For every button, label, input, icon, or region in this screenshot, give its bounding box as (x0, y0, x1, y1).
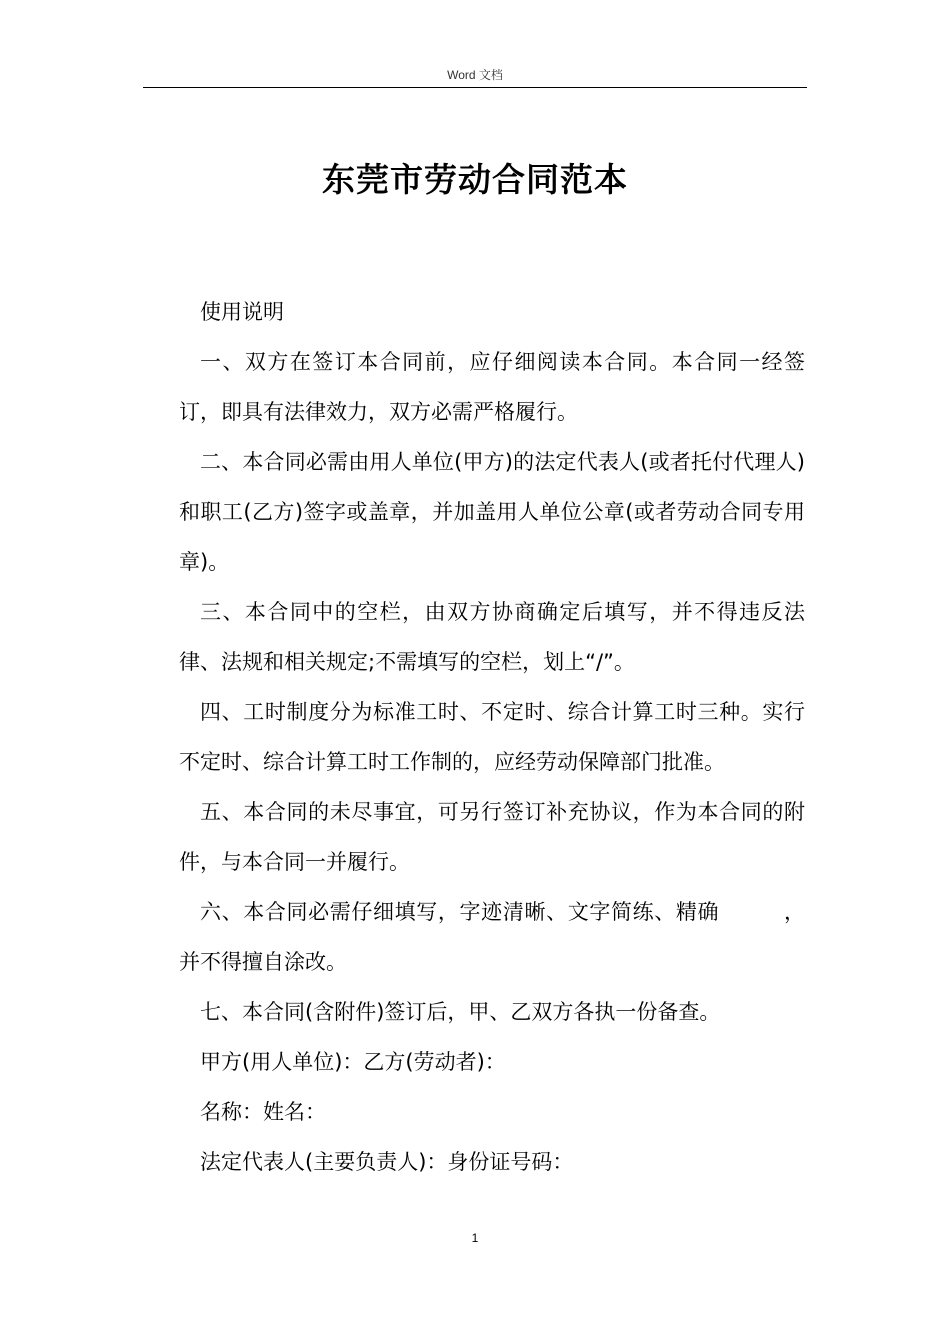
header-divider (143, 87, 807, 88)
page-header: Word 文档 (447, 68, 503, 82)
clause-3: 三、本合同中的空栏，由双方协商确定后填写，并不得违反法律、法规和相关规定;不需填写的空栏，划上“/”。 (179, 600, 805, 674)
clause-1: 一、双方在签订本合同前，应仔细阅读本合同。本合同一经签订，即具有法律效力，双方必需严格履行。 (179, 350, 805, 424)
clause-5: 五、本合同的未尽事宜，可另行签订补充协议，作为本合同的附件，与本合同一并履行。 (179, 800, 805, 874)
usage-heading: 使用说明 (200, 300, 284, 324)
document-body (179, 287, 805, 1187)
clause-4: 四、工时制度分为标准工时、不定时、综合计算工时三种。实行不定时、综合计算工时工作制的，应经劳动保障部门批准。 (179, 700, 805, 774)
party-line: 甲方(用人单位)：乙方(劳动者)： (200, 1050, 506, 1074)
clause-2: 二、本合同必需由用人单位(甲方)的法定代表人(或者托付代理人)和职工(乙方)签字或盖章，并加盖用人单位公章(或者劳动合同专用章)。 (179, 450, 805, 574)
name-line: 名称：姓名： (200, 1100, 326, 1124)
page-number: 1 (471, 1231, 479, 1245)
clause-7: 七、本合同(含附件)签订后，甲、乙双方各执一份备查。 (200, 1000, 721, 1024)
representative-line: 法定代表人(主要负责人)：身份证号码： (200, 1150, 574, 1174)
clause-6: 六、本合同必需仔细填写，字迹清晰、文字简练、精确 ，并不得擅自涂改。 (179, 900, 805, 974)
document-title: 东莞市劳动合同范本 (322, 160, 628, 199)
